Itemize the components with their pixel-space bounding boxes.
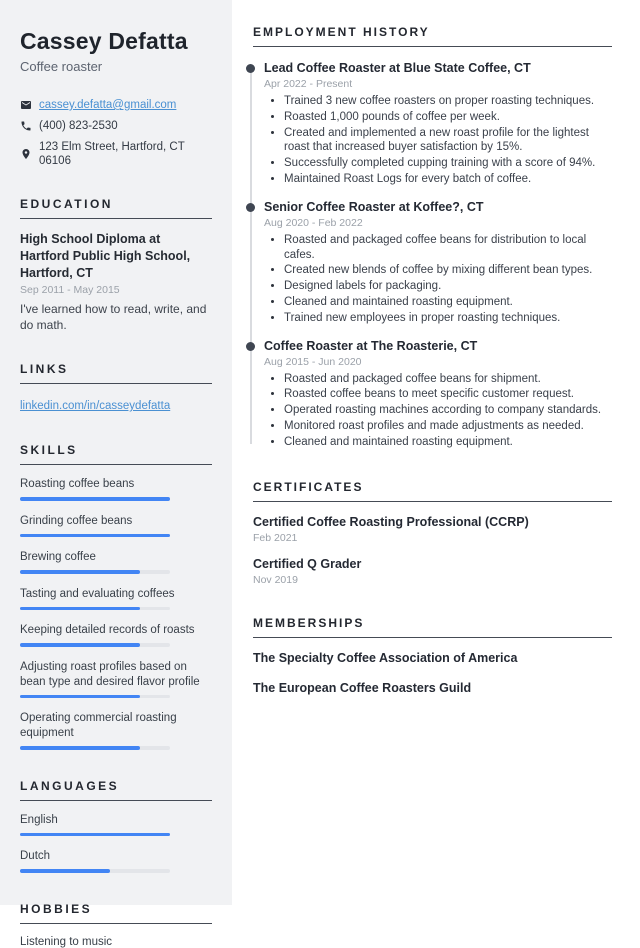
job-entry — [247, 200, 612, 326]
skills-heading: SKILLS — [20, 443, 212, 465]
skill-bar-fill — [20, 534, 170, 538]
skill-item — [20, 477, 212, 501]
skill-bar-track — [20, 534, 170, 538]
language-item — [20, 813, 212, 837]
job-dates: Apr 2022 - Present — [264, 78, 353, 90]
skill-label: Grinding coffee beans — [20, 514, 133, 527]
skill-bar-fill — [20, 643, 140, 647]
job-bullet: • Operated roasting machines according to company standards. — [284, 403, 612, 418]
job-bullet: • Roasted 1,000 pounds of coffee per week. — [284, 110, 612, 125]
job-bullet: • Monitored roast profiles and made adjustments as needed. — [284, 419, 612, 434]
address-text: 123 Elm Street, Hartford, CT 06106 — [39, 141, 185, 167]
certificate-date: Feb 2021 — [253, 531, 298, 544]
language-bar-fill — [20, 869, 110, 873]
skill-bar-track — [20, 497, 170, 501]
skill-item — [20, 660, 212, 699]
certificate-item — [253, 514, 612, 544]
education-heading: EDUCATION — [20, 197, 212, 219]
timeline-dot — [246, 64, 255, 73]
location-pin-icon — [20, 148, 32, 160]
language-bar-fill — [20, 833, 170, 837]
language-item — [20, 849, 212, 873]
skill-item — [20, 587, 212, 611]
links-heading: LINKS — [20, 362, 212, 384]
job-dates: Aug 2020 - Feb 2022 — [264, 216, 363, 229]
job-bullet: • Created new blends of coffee by mixing different bean types. — [284, 263, 612, 278]
hobbies-section — [20, 902, 212, 948]
languages-section — [20, 779, 212, 873]
contact-block — [20, 98, 212, 168]
links-section — [20, 362, 212, 414]
job-bullets — [264, 94, 612, 187]
candidate-job-title: Coffee roaster — [20, 59, 103, 74]
certificate-title: Certified Q Grader — [253, 556, 362, 571]
phone-icon — [20, 120, 32, 132]
skill-bar-track — [20, 607, 170, 611]
job-entry — [247, 61, 612, 187]
language-bar-track — [20, 833, 170, 837]
hobby-text: Listening to music — [20, 935, 113, 948]
education-degree: High School Diploma at Hartford Public High School, Hartford, CT — [20, 232, 191, 280]
hobbies-heading: HOBBIES — [20, 902, 212, 924]
linkedin-link[interactable]: linkedin.com/in/casseydefatta — [20, 400, 171, 412]
job-bullet: • Cleaned and maintained roasting equipment. — [284, 435, 612, 450]
skill-bar-track — [20, 570, 170, 574]
contact-phone-row — [20, 119, 212, 133]
job-title: Senior Coffee Roaster at Koffee?, CT — [264, 199, 484, 214]
contact-email-row — [20, 98, 212, 112]
certificate-title: Certified Coffee Roasting Professional (CCRP) — [253, 514, 529, 529]
email-link[interactable]: cassey.defatta@gmail.com — [39, 99, 177, 111]
job-bullet: • Roasted and packaged coffee beans for shipment. — [284, 372, 612, 387]
job-bullet: • Designed labels for packaging. — [284, 279, 612, 294]
job-dates: Aug 2015 - Jun 2020 — [264, 355, 362, 368]
skill-bar-fill — [20, 570, 140, 574]
job-bullet: • Roasted and packaged coffee beans for distribution to local cafes. — [284, 233, 612, 263]
timeline-dot — [246, 342, 255, 351]
skill-item — [20, 514, 212, 538]
skills-section — [20, 443, 212, 750]
job-bullet: • Maintained Roast Logs for every batch of coffee. — [284, 172, 612, 187]
skill-bar-track — [20, 643, 170, 647]
skill-label: Operating commercial roasting equipment — [20, 712, 177, 739]
memberships-heading: MEMBERSHIPS — [253, 616, 612, 638]
certificates-section — [253, 480, 612, 586]
certificate-date: Nov 2019 — [253, 573, 298, 586]
skill-item — [20, 623, 212, 647]
employment-section — [253, 25, 612, 450]
sidebar — [0, 0, 232, 948]
skill-bar-fill — [20, 695, 140, 699]
language-label: English — [20, 813, 58, 826]
job-bullets — [264, 233, 612, 326]
employment-heading: EMPLOYMENT HISTORY — [253, 25, 612, 47]
membership-item: The European Coffee Roasters Guild — [253, 680, 472, 695]
languages-heading: LANGUAGES — [20, 779, 212, 801]
job-title: Lead Coffee Roaster at Blue State Coffee, CT — [264, 61, 531, 75]
skill-label: Brewing coffee — [20, 551, 96, 563]
education-dates: Sep 2011 - May 2015 — [20, 284, 120, 296]
language-bar-track — [20, 869, 170, 873]
skill-bar-fill — [20, 607, 140, 611]
job-bullet: • Roasted coffee beans to meet specific customer request. — [284, 387, 612, 402]
skill-label: Adjusting roast profiles based on bean type and desired flavor profile — [20, 660, 200, 688]
membership-item: The Specialty Coffee Association of America — [253, 650, 518, 665]
job-bullet: • Cleaned and maintained roasting equipment. — [284, 295, 612, 310]
job-bullet: • Trained 3 new coffee roasters on proper roasting techniques. — [284, 94, 612, 109]
job-bullets — [264, 372, 612, 450]
skill-label: Tasting and evaluating coffees — [20, 587, 175, 600]
job-bullet: • Trained new employees in proper roasting techniques. — [284, 311, 612, 326]
education-description: I've learned how to read, write, and do math. — [20, 302, 207, 332]
job-bullet: • Created and implemented a new roast profile for the lightest roast that increased buyer satisfaction by 15%. — [284, 126, 612, 156]
certificate-item — [253, 556, 612, 586]
language-label: Dutch — [20, 850, 51, 862]
contact-address-row — [20, 140, 212, 168]
main-column — [232, 0, 640, 905]
candidate-name: Cassey Defatta — [20, 28, 188, 54]
education-section — [20, 197, 212, 333]
skill-item — [20, 550, 212, 574]
skill-bar-fill — [20, 497, 170, 501]
employment-timeline — [247, 59, 612, 450]
job-bullet: • Successfully completed cupping training with a score of 94%. — [284, 156, 612, 171]
job-title: Coffee Roaster at The Roasterie, CT — [264, 338, 478, 353]
certificates-heading: CERTIFICATES — [253, 480, 612, 502]
skill-bar-fill — [20, 746, 140, 750]
skill-item — [20, 711, 212, 750]
skill-bar-track — [20, 746, 170, 750]
memberships-section — [253, 616, 612, 696]
timeline-dot — [246, 203, 255, 212]
mail-icon — [20, 99, 32, 111]
job-entry — [247, 339, 612, 450]
skill-label: Roasting coffee beans — [20, 478, 135, 490]
phone-number: (400) 823-2530 — [39, 120, 118, 132]
skill-bar-track — [20, 695, 170, 699]
skill-label: Keeping detailed records of roasts — [20, 624, 195, 636]
